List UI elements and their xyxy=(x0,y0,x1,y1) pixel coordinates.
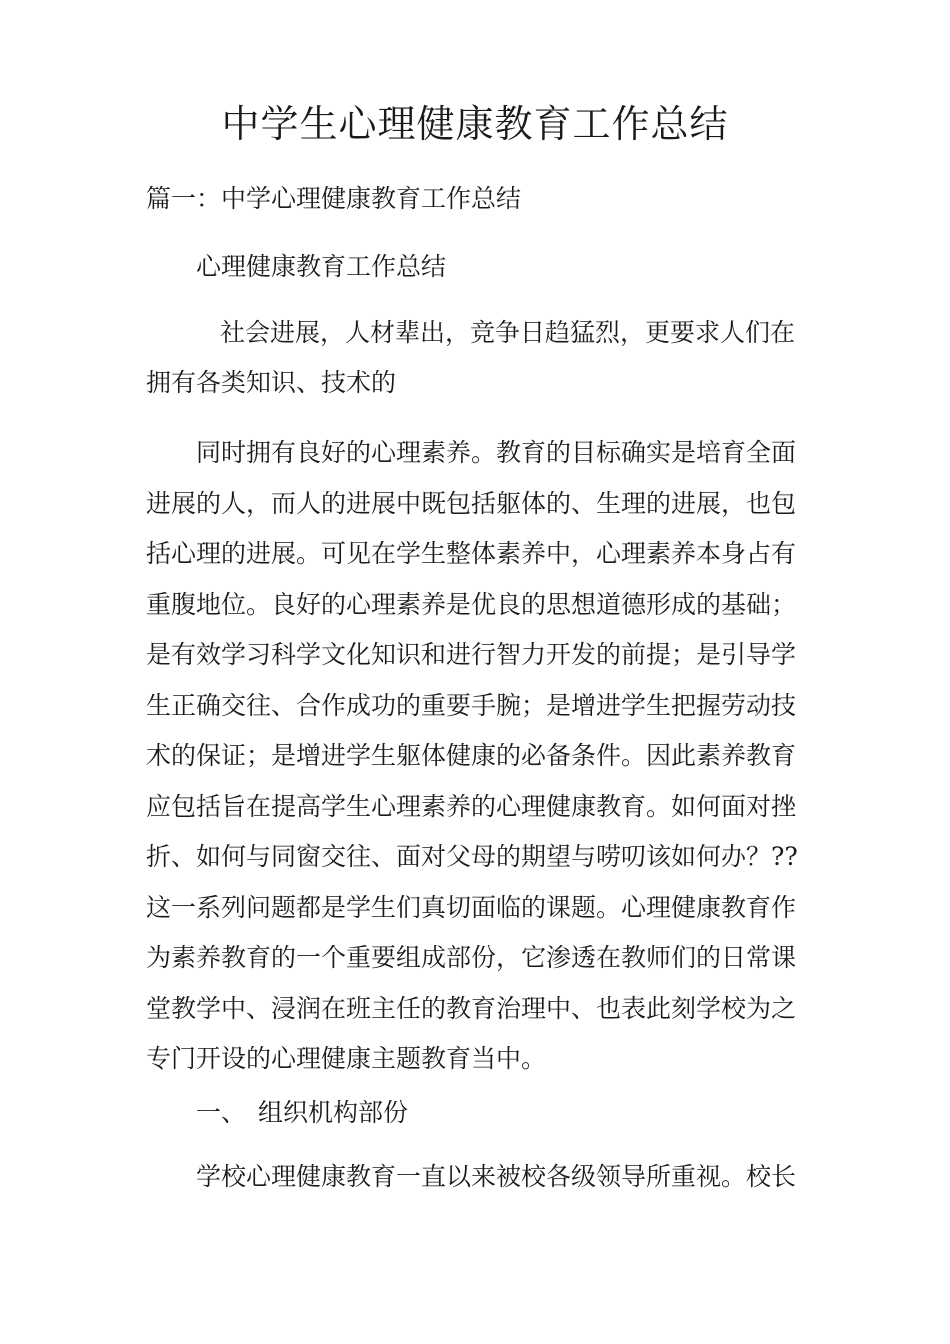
body-line: 这一系列问题都是学生们真切面临的课题。心理健康教育作 xyxy=(146,892,797,922)
body-line: 折、如何与同窗交往、面对父母的期望与唠叨该如何办？?? xyxy=(146,842,798,871)
body-paragraph xyxy=(146,428,816,1085)
org-paragraph-line: 学校心理健康教育一直以来被校各级领导所重视。校长 xyxy=(196,1162,797,1191)
org-section-number: 一、 xyxy=(196,1098,247,1127)
body-line: 应包括旨在提高学生心理素养的心理健康教育。如何面对挫 xyxy=(146,791,797,821)
body-line: 是有效学习科学文化知识和进行智力开发的前提；是引导学 xyxy=(146,640,797,669)
body-line: 生正确交往、合作成功的重要手腕；是增进学生把握劳动技 xyxy=(146,690,797,720)
body-line: 进展的人，而人的进展中既包括躯体的、生理的进展，也包 xyxy=(146,488,797,518)
subheading: 心理健康教育工作总结 xyxy=(196,252,447,281)
body-line: 术的保证；是增进学生躯体健康的必备条件。因此素养教育 xyxy=(146,741,797,770)
section-heading: 篇一：中学心理健康教育工作总结 xyxy=(146,184,522,213)
body-line: 括心理的进展。可见在学生整体素养中，心理素养本身占有 xyxy=(146,539,797,568)
body-line: 重腹地位。良好的心理素养是优良的思想道德形成的基础； xyxy=(146,589,797,619)
document-title: 中学生心理健康教育工作总结 xyxy=(221,102,729,146)
body-line: 堂教学中、浸润在班主任的教育治理中、也表此刻学校为之 xyxy=(146,993,797,1023)
body-line: 为素养教育的一个重要组成部份，它渗透在教师们的日常课 xyxy=(146,943,797,972)
org-section-heading xyxy=(196,1096,408,1130)
intro-line-2: 拥有各类知识、技术的 xyxy=(146,368,397,397)
body-line: 专门开设的心理健康主题教育当中。 xyxy=(146,1044,547,1073)
intro-line-1: 社会进展，人材辈出，竞争日趋猛烈，更要求人们在 xyxy=(220,318,796,347)
org-section-title: 组织机构部份 xyxy=(258,1098,409,1127)
body-line: 同时拥有良好的心理素养。教育的目标确实是培育全面 xyxy=(196,438,797,467)
